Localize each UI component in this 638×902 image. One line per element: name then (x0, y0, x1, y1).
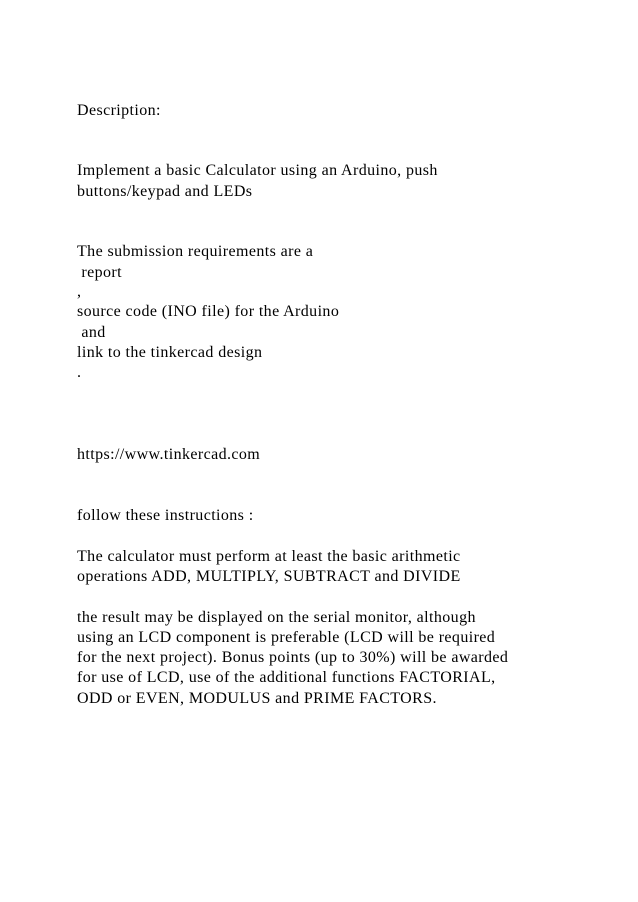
result-line-5: ODD or EVEN, MODULUS and PRIME FACTORS. (77, 690, 437, 707)
requirements-line-1: The submission requirements are a (77, 243, 314, 260)
instructions-label: follow these instructions : (77, 507, 254, 524)
intro-line-1: Implement a basic Calculator using an Arduino, push (77, 162, 438, 179)
result-line-4: for use of LCD, use of the additional functions FACTORIAL, (77, 669, 496, 686)
requirements-line-5: and (77, 324, 106, 341)
operations-line-1: The calculator must perform at least the basic arithmetic (77, 548, 461, 565)
description-heading: Description: (77, 102, 161, 119)
requirements-line-7: . (77, 364, 82, 381)
result-line-1: the result may be displayed on the serial monitor, although (77, 609, 476, 626)
result-line-3: for the next project). Bonus points (up to 30%) will be awarded (77, 649, 509, 666)
tinkercad-link[interactable]: https://www.tinkercad.com (77, 446, 261, 463)
result-line-2: using an LCD component is preferable (LCD will be required (77, 629, 496, 646)
requirements-line-3: , (77, 283, 82, 300)
requirements-line-6: link to the tinkercad design (77, 344, 263, 361)
intro-line-2: buttons/keypad and LEDs (77, 183, 253, 200)
operations-line-2: operations ADD, MULTIPLY, SUBTRACT and DIVIDE (77, 568, 461, 585)
requirements-line-2: report (77, 264, 123, 281)
requirements-line-4: source code (INO file) for the Arduino (77, 303, 340, 320)
